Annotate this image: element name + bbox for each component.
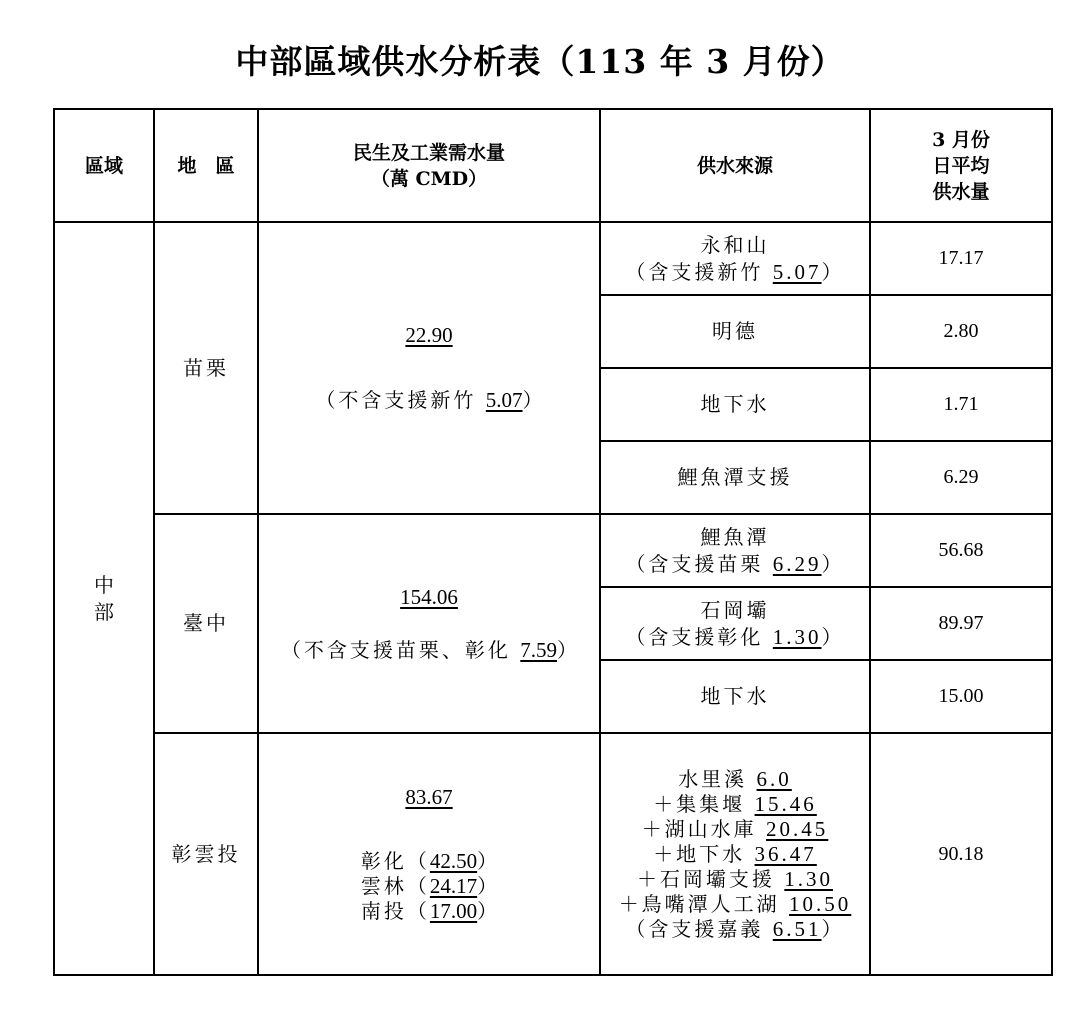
source-cell: [600, 514, 870, 587]
supply-value: 56.68: [870, 514, 1052, 587]
supply-value: 6.29: [870, 441, 1052, 514]
header-demand-line1: 民生及工業需水量: [352, 141, 505, 164]
source-cell: [600, 222, 870, 295]
source-part: [601, 867, 869, 892]
page-title: 中部區域供水分析表（113 年 3 月份）: [235, 42, 845, 81]
supply-value: 1.71: [870, 368, 1052, 441]
header-demand-line2: （萬 CMD）: [370, 167, 488, 190]
demand-miaoli: [258, 222, 600, 514]
source-note-pre: （含支援彰化: [625, 624, 773, 649]
header-area: 地 區: [154, 109, 258, 222]
area-taichung: 臺中: [154, 514, 258, 733]
source-note-value: 5.07: [772, 259, 822, 284]
region-line2: 部: [94, 599, 114, 624]
header-supply-line3: 供水量: [932, 180, 990, 203]
source-part-name: 水里溪: [678, 766, 757, 791]
area-miaoli: 苗栗: [154, 222, 258, 514]
supply-value: 2.80: [870, 295, 1052, 368]
demand-part-close: ）: [477, 874, 498, 898]
supply-value: 17.17: [870, 222, 1052, 295]
demand-changyuntou-value: 83.67: [405, 785, 453, 809]
supply-value: 90.18: [870, 733, 1052, 975]
demand-miaoli-value: 22.90: [405, 323, 453, 347]
source-part: [601, 842, 869, 867]
source-part-name: （含支援嘉義: [625, 916, 773, 941]
source-part-name: ＋集集堰: [653, 791, 755, 816]
demand-part-name: 雲林（: [360, 874, 430, 898]
demand-part-close: ）: [477, 899, 498, 923]
source-cell: [600, 587, 870, 660]
demand-breakdown: [259, 849, 599, 924]
header-supply-line1: 3 月份: [932, 128, 990, 151]
source-part-value: 6.0: [756, 766, 792, 791]
demand-taichung-value: 154.06: [400, 584, 458, 609]
header-row: [54, 109, 1052, 222]
source-name: 鯉魚潭: [700, 524, 770, 549]
source-name: 地下水: [600, 660, 870, 733]
demand-taichung: [258, 514, 600, 733]
demand-miaoli-note-post: ）: [522, 388, 543, 412]
source-part-name: ＋鳥嘴潭人工湖: [618, 891, 790, 916]
demand-miaoli-note-value: 5.07: [485, 388, 523, 412]
source-part-value: 20.45: [766, 816, 829, 841]
demand-miaoli-note-pre: （不含支援新竹: [315, 388, 486, 412]
source-note-value: 1.30: [772, 624, 822, 649]
demand-changyuntou: [258, 733, 600, 975]
region-line1: 中: [94, 572, 114, 597]
source-part-value: 36.47: [754, 841, 817, 866]
source-part: [601, 892, 869, 917]
demand-part: [259, 874, 599, 899]
source-part-value: 6.51: [772, 916, 822, 941]
demand-part-name: 南投（: [360, 899, 430, 923]
source-part-name: ＋湖山水庫: [641, 816, 767, 841]
header-region: 區域: [54, 109, 154, 222]
header-supply: [870, 109, 1052, 222]
header-source: 供水來源: [600, 109, 870, 222]
demand-part-value: 24.17: [429, 874, 478, 898]
demand-part-value: 17.00: [429, 899, 478, 923]
region-cell: [54, 222, 154, 975]
demand-part: [259, 899, 599, 924]
source-note-pre: （含支援新竹: [625, 259, 773, 284]
source-name: 明德: [600, 295, 870, 368]
supply-value: 89.97: [870, 587, 1052, 660]
header-demand: [258, 109, 600, 222]
source-name: 鯉魚潭支援: [600, 441, 870, 514]
source-part-close: ）: [821, 916, 845, 941]
source-name: 石岡壩: [700, 597, 770, 622]
demand-part-value: 42.50: [429, 849, 478, 873]
source-note-post: ）: [821, 259, 845, 284]
source-part: [601, 817, 869, 842]
source-part-value: 15.46: [754, 791, 817, 816]
demand-taichung-note-value: 7.59: [520, 637, 558, 662]
source-note-post: ）: [821, 624, 845, 649]
source-note-value: 6.29: [772, 551, 822, 576]
demand-part-close: ）: [477, 849, 498, 873]
source-name: 地下水: [600, 368, 870, 441]
header-supply-line2: 日平均: [932, 154, 990, 177]
table-row: [54, 222, 1052, 295]
source-part-name: ＋地下水: [653, 841, 755, 866]
source-part-value: 1.30: [784, 866, 834, 891]
source-part-value: 10.50: [789, 891, 852, 916]
source-note-post: ）: [821, 551, 845, 576]
source-cell: [600, 733, 870, 975]
source-note-pre: （含支援苗栗: [625, 551, 773, 576]
area-changyuntou: 彰雲投: [154, 733, 258, 975]
source-part: [601, 767, 869, 792]
table-row: [54, 733, 1052, 975]
source-part-name: ＋石岡壩支援: [636, 866, 785, 891]
supply-value: 15.00: [870, 660, 1052, 733]
table-row: [54, 514, 1052, 587]
demand-part-name: 彰化（: [360, 849, 430, 873]
source-part: [601, 917, 869, 942]
source-part: [601, 792, 869, 817]
demand-taichung-note-post: ）: [557, 637, 578, 662]
water-supply-table: [53, 108, 1053, 976]
demand-taichung-note-pre: （不含支援苗栗、彰化: [280, 637, 521, 662]
source-name: 永和山: [700, 232, 770, 257]
demand-part: [259, 849, 599, 874]
